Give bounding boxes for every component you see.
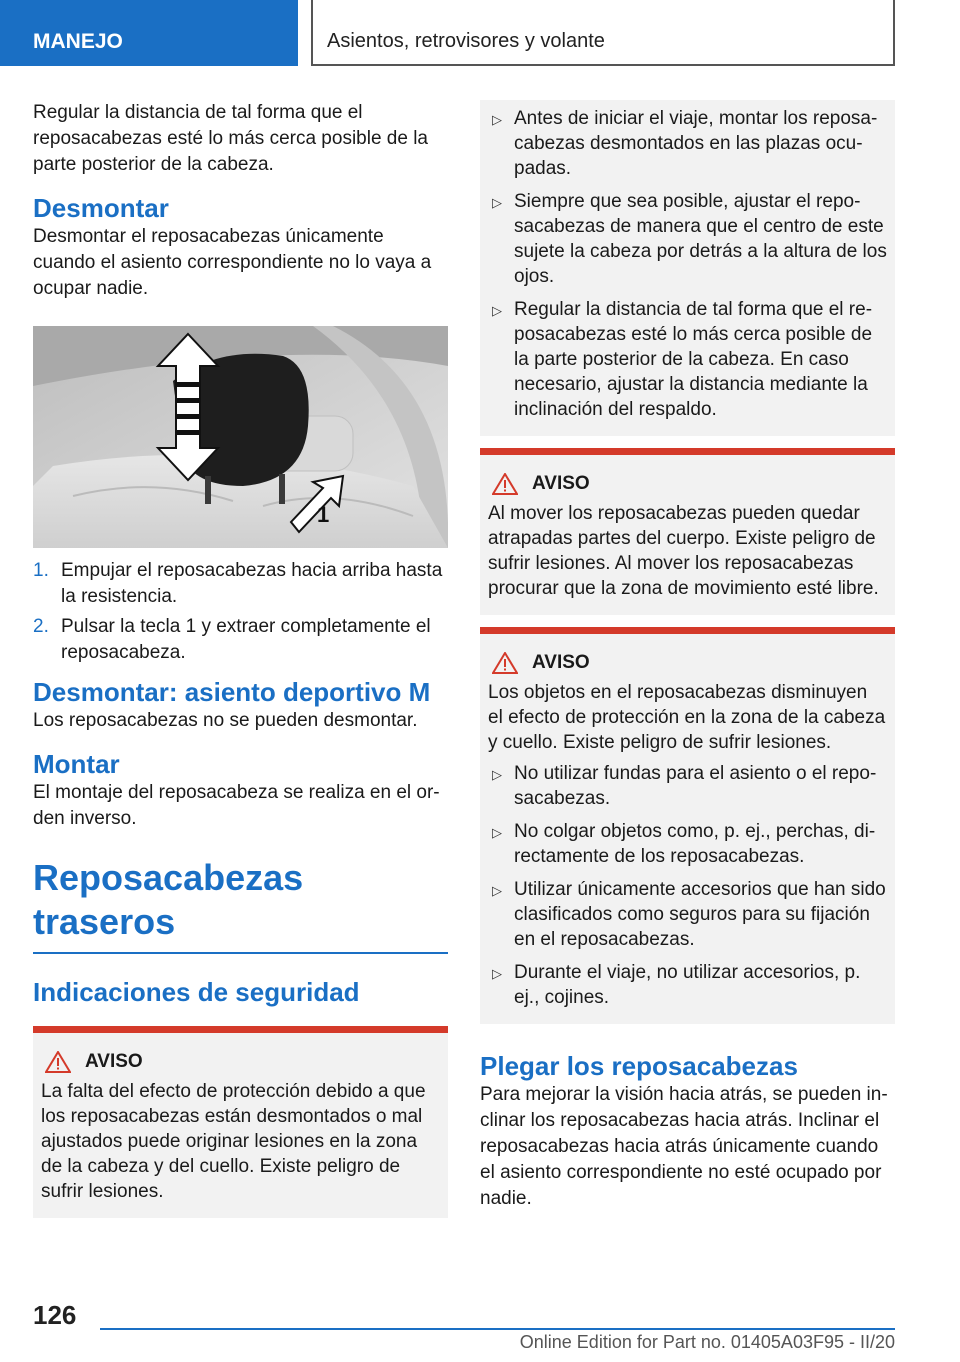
warning-label: AVISO	[532, 473, 590, 494]
list-item	[480, 761, 887, 811]
section-tab	[0, 0, 298, 66]
page-number: 126	[33, 1300, 77, 1330]
warning-triangle-icon	[492, 652, 518, 674]
list-item	[480, 960, 887, 1010]
main-section-title: Reposacabezas traseros	[33, 857, 304, 942]
list-item-text: Siempre que sea posible, ajustar el reposacabezas de manera que el centro de este sujete la cabeza por detrás a la altura de los ojos.	[514, 191, 887, 287]
triangle-bullet-icon: ▷	[492, 195, 502, 210]
triangle-bullet-icon: ▷	[492, 883, 502, 898]
warning-header	[488, 473, 887, 495]
list-item	[480, 297, 887, 422]
step-number: 2.	[33, 616, 49, 637]
warning-label: AVISO	[532, 652, 590, 673]
list-item-text: Antes de iniciar el viaje, montar los reposacabezas desmontados en las plazas ocupadas.	[514, 108, 878, 179]
figure-callout-label: 1	[317, 502, 330, 527]
bullet-box	[480, 100, 895, 436]
step-text: Empujar el reposacabezas hacia arriba hasta la resistencia.	[61, 560, 443, 607]
chapter-title: Asientos, retrovisores y volante	[327, 30, 605, 52]
list-item-text: No colgar objetos como, p. ej., perchas, directamente de los reposacabezas.	[514, 821, 876, 867]
warning-header	[41, 1051, 440, 1073]
list-item	[480, 106, 887, 181]
step-item	[33, 558, 448, 610]
triangle-bullet-icon: ▷	[492, 767, 502, 782]
right-column	[480, 100, 895, 1212]
left-column	[33, 100, 448, 1218]
plegar-heading: Plegar los reposacabezas	[480, 1051, 798, 1081]
steps-list	[33, 558, 448, 666]
triangle-bullet-icon: ▷	[492, 303, 502, 318]
montar-heading: Montar	[33, 749, 120, 779]
footer-rule	[100, 1328, 895, 1330]
subsection-title: Indicaciones de seguridad	[33, 977, 360, 1007]
warning-label: AVISO	[85, 1051, 143, 1072]
list-item	[480, 819, 887, 869]
step-text: Pulsar la tecla 1 y extraer completamente el reposacabeza.	[61, 616, 431, 663]
warning-text: Al mover los reposacabezas pueden quedar atrapadas partes del cuerpo. Existe peligro de sufrir lesiones. Al mover los reposacabezas procurar que la zona de movimiento esté libre.	[488, 503, 879, 599]
headrest-illustration	[33, 326, 448, 548]
plegar-text: Para mejorar la visión hacia atrás, se pueden inclinar los reposacabezas hacia atrás. Inclinar el reposacabezas hacia atrás únicamente cuando el asiento correspondiente no esté ocupado por nadie.	[480, 1084, 888, 1209]
warning-bullet-list	[480, 761, 887, 1010]
warning-text: La falta del efecto de protección debido a que los reposacabezas están desmontados o mal ajustados puede originar lesiones en la zona de la cabeza y del cuello. Existe peligro de sufrir lesiones.	[41, 1081, 426, 1202]
warning-box	[480, 448, 895, 615]
warning-box	[480, 627, 895, 1024]
list-item-text: No utilizar fundas para el asiento o el reposacabezas.	[514, 763, 877, 809]
step-item	[33, 614, 448, 666]
list-item	[480, 189, 887, 289]
triangle-bullet-icon: ▷	[492, 112, 502, 127]
deportivo-text: Los reposacabezas no se pueden desmontar.	[33, 710, 418, 731]
desmontar-text: Desmontar el reposacabezas únicamente cuando el asiento correspondiente no lo vaya a ocupar nadie.	[33, 226, 432, 299]
list-item	[480, 877, 887, 952]
list-item-text: Durante el viaje, no utilizar accesorios, p. ej., cojines.	[514, 962, 861, 1008]
warning-box	[33, 1026, 448, 1218]
desmontar-heading: Desmontar	[33, 193, 169, 223]
edition-note: Online Edition for Part no. 01405A03F95 - II/20	[519, 1332, 895, 1352]
warning-text: Los objetos en el reposacabezas disminuyen el efecto de protección en la zona de la cabeza y cuello. Existe peligro de sufrir lesiones.	[488, 682, 886, 753]
triangle-bullet-icon: ▷	[492, 825, 502, 840]
bullet-list	[480, 106, 887, 422]
intro-paragraph: Regular la distancia de tal forma que el reposacabezas esté lo más cerca posible de la parte posterior de la cabeza.	[33, 102, 429, 175]
warning-triangle-icon	[45, 1051, 71, 1073]
triangle-bullet-icon: ▷	[492, 966, 502, 981]
deportivo-heading: Desmontar: asiento deportivo M	[33, 677, 431, 707]
warning-header	[488, 652, 887, 674]
chapter-tab	[311, 0, 895, 66]
montar-text: El montaje del reposacabeza se realiza en el orden inverso.	[33, 782, 440, 829]
section-rule	[33, 952, 448, 954]
headrest-figure	[33, 326, 448, 548]
list-item-text: Regular la distancia de tal forma que el reposacabezas esté lo más cerca posible de la parte posterior de la cabeza. En caso necesario, ajustar la distancia mediante la inclinación del respaldo.	[514, 299, 873, 420]
step-number: 1.	[33, 560, 49, 581]
warning-triangle-icon	[492, 473, 518, 495]
section-title: MANEJO	[33, 30, 123, 53]
list-item-text: Utilizar únicamente accesorios que han sido clasificados como seguros para su fijación en el reposacabezas.	[514, 879, 886, 950]
